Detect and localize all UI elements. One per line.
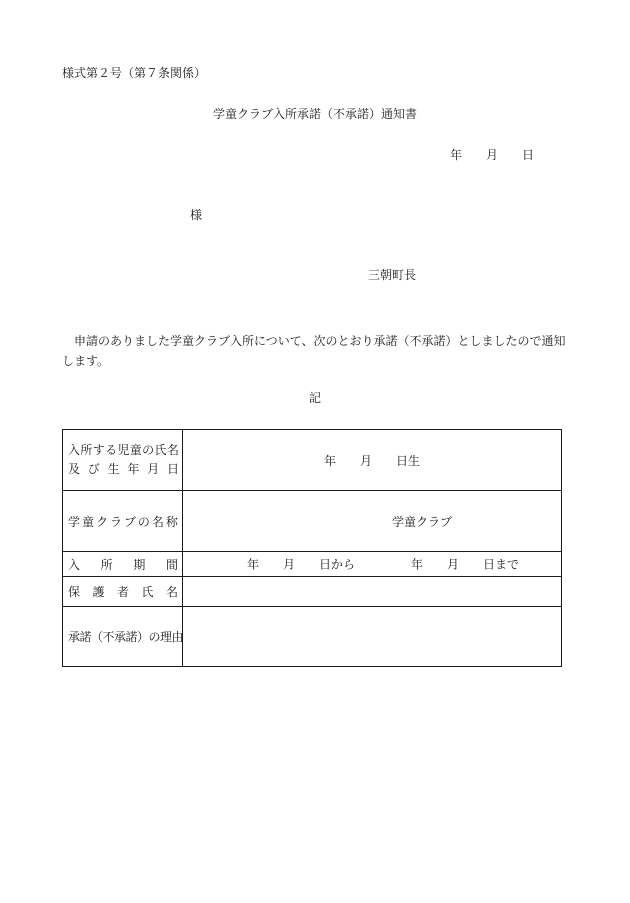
label-char: 間: [165, 557, 178, 572]
birth-value-cell: [183, 430, 562, 491]
label-char: 入: [68, 443, 81, 457]
label-char: 童: [129, 443, 142, 457]
label-char: す: [92, 443, 105, 457]
label-char: ク: [95, 514, 108, 529]
table-row-guardian: [63, 577, 562, 607]
label-char: 年: [127, 462, 140, 476]
label-char: ブ: [123, 514, 136, 529]
guardian-label-cell: [63, 577, 183, 607]
table-row-child: [63, 430, 562, 491]
info-table: [62, 429, 562, 667]
label-char: 名: [151, 514, 164, 529]
label-char: 月: [147, 462, 160, 476]
label-char: 日: [166, 462, 179, 476]
label-char: の: [142, 443, 155, 457]
period-to: 年 月 日まで: [411, 557, 520, 572]
label-char: 保: [68, 585, 81, 599]
label-char: 者: [116, 585, 129, 599]
ki-label: 記: [308, 391, 321, 405]
label-char: 所: [100, 557, 113, 572]
guardian-label: [68, 583, 178, 600]
table-row-reason: [63, 607, 562, 667]
label-char: 学: [68, 514, 81, 529]
club-label: [68, 513, 178, 530]
label-char: 名: [165, 585, 178, 599]
reason-label: 承諾（不承諾）の理由: [68, 630, 184, 644]
label-char: 童: [81, 514, 94, 529]
body-text: 申請のありました学童クラブ入所について、次のとおり承諾（不承諾）としましたので通知します。: [62, 334, 566, 368]
club-value-cell: [183, 491, 562, 552]
document-title: 学童クラブ入所承諾（不承諾）通知書: [212, 107, 417, 121]
label-char: る: [105, 443, 118, 457]
club-value: 学童クラブ: [391, 514, 452, 529]
label-char: 児: [117, 443, 130, 457]
label-char: 名: [166, 443, 179, 457]
label-char: 所: [80, 443, 93, 457]
child-label-cell: [63, 430, 183, 491]
label-char: 期: [133, 557, 146, 572]
addressee-suffix: 様: [190, 208, 203, 222]
child-label-line2: [68, 460, 179, 479]
issuer-name: 三朝町長: [368, 268, 417, 282]
label-char: 称: [165, 514, 178, 529]
period-value-cell: [183, 552, 562, 577]
label-char: ラ: [109, 514, 122, 529]
label-char: 入: [68, 557, 81, 572]
label-char: 及: [68, 462, 81, 476]
birth-value: 年 月 日生: [323, 453, 420, 468]
reason-value-cell: [183, 607, 562, 667]
date-line: 年 月 日: [450, 148, 535, 162]
table-row-club: [63, 491, 562, 552]
label-char: 氏: [141, 585, 154, 599]
period-from: 年 月 日から: [247, 557, 356, 572]
label-char: び: [87, 462, 100, 476]
period-label: [68, 556, 178, 573]
child-label-line1: [68, 441, 179, 460]
form-number: 様式第２号（第７条関係）: [62, 66, 207, 80]
table-row-period: [63, 552, 562, 577]
reason-label-cell: [63, 607, 183, 667]
club-label-cell: [63, 491, 183, 552]
label-char: の: [137, 514, 150, 529]
label-char: 氏: [154, 443, 167, 457]
period-label-cell: [63, 552, 183, 577]
label-char: 護: [92, 585, 105, 599]
label-char: 生: [107, 462, 120, 476]
guardian-value-cell: [183, 577, 562, 607]
